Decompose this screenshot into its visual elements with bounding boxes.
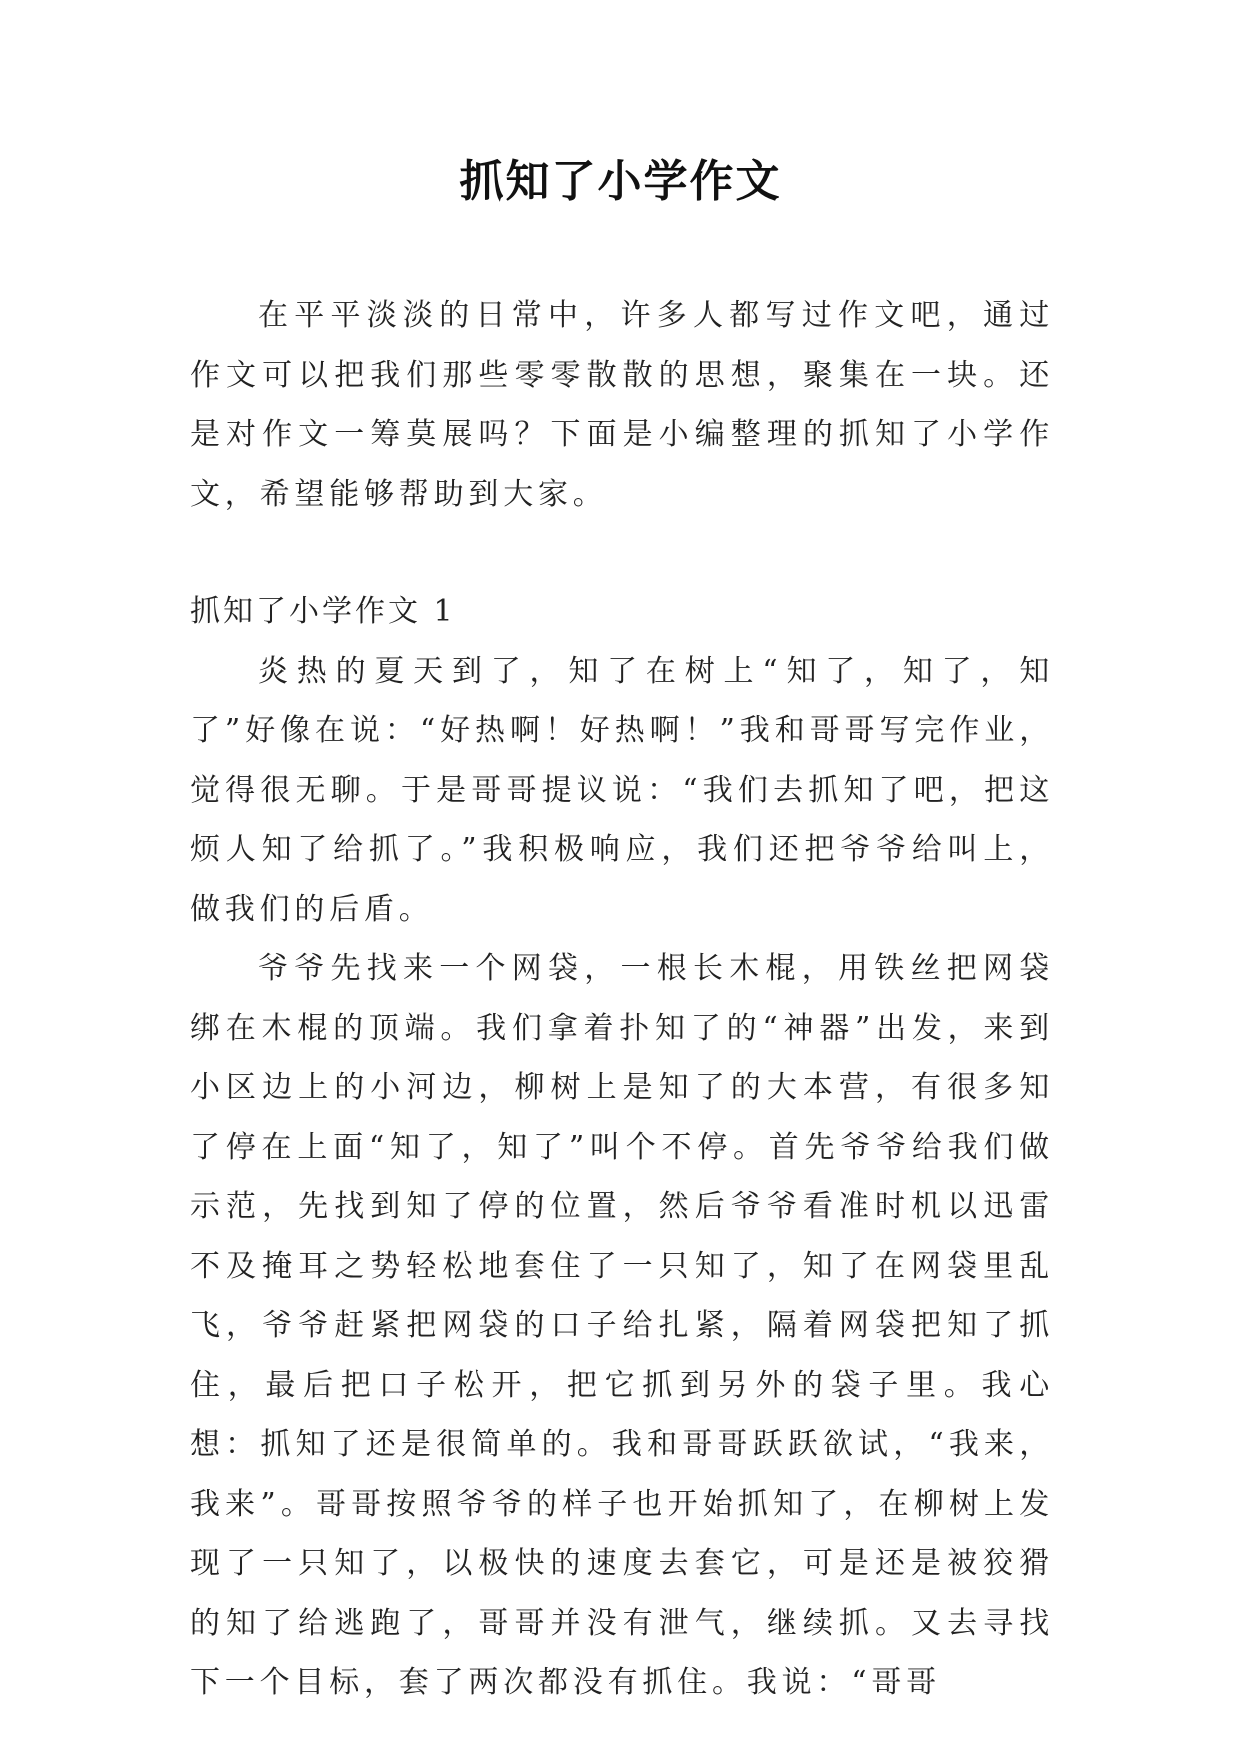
intro-paragraph: 在平平淡淡的日常中，许多人都写过作文吧，通过作文可以把我们那些零零散散的思想，聚集在一块。还是对作文一筹莫展吗？下面是小编整理的抓知了小学作文，希望能够帮助到大家。	[190, 298, 1054, 512]
section-heading: 抓知了小学作文 1	[190, 594, 456, 629]
document-title: 抓知了小学作文	[459, 156, 782, 207]
body-paragraph: 炎热的夏天到了，知了在树上“知了，知了，知了”好像在说：“好热啊！好热啊！”我和哥哥写完作业，觉得很无聊。于是哥哥提议说：“我们去抓知了吧，把这烦人知了给抓了。”我积极响应，我们还把爷爷给叫上，做我们的后盾。	[190, 653, 1054, 927]
document-body	[190, 286, 1054, 1713]
body-paragraph: 爷爷先找来一个网袋，一根长木棍，用铁丝把网袋绑在木棍的顶端。我们拿着扑知了的“神器”出发，来到小区边上的小河边，柳树上是知了的大本营，有很多知了停在上面“知了，知了”叫个不停。首先爷爷给我们做示范，先找到知了停的位置，然后爷爷看准时机以迅雷不及掩耳之势轻松地套住了一只知了，知了在网袋里乱飞，爷爷赶紧把网袋的口子给扎紧，隔着网袋把知了抓住，最后把口子松开，把它抓到另外的袋子里。我心想：抓知了还是很简单的。我和哥哥跃跃欲试，“我来，我来”。哥哥按照爷爷的样子也开始抓知了，在柳树上发现了一只知了，以极快的速度去套它，可是还是被狡猾的知了给逃跑了，哥哥并没有泄气，继续抓。又去寻找下一个目标，套了两次都没有抓住。我说：“哥哥	[190, 951, 1054, 1700]
